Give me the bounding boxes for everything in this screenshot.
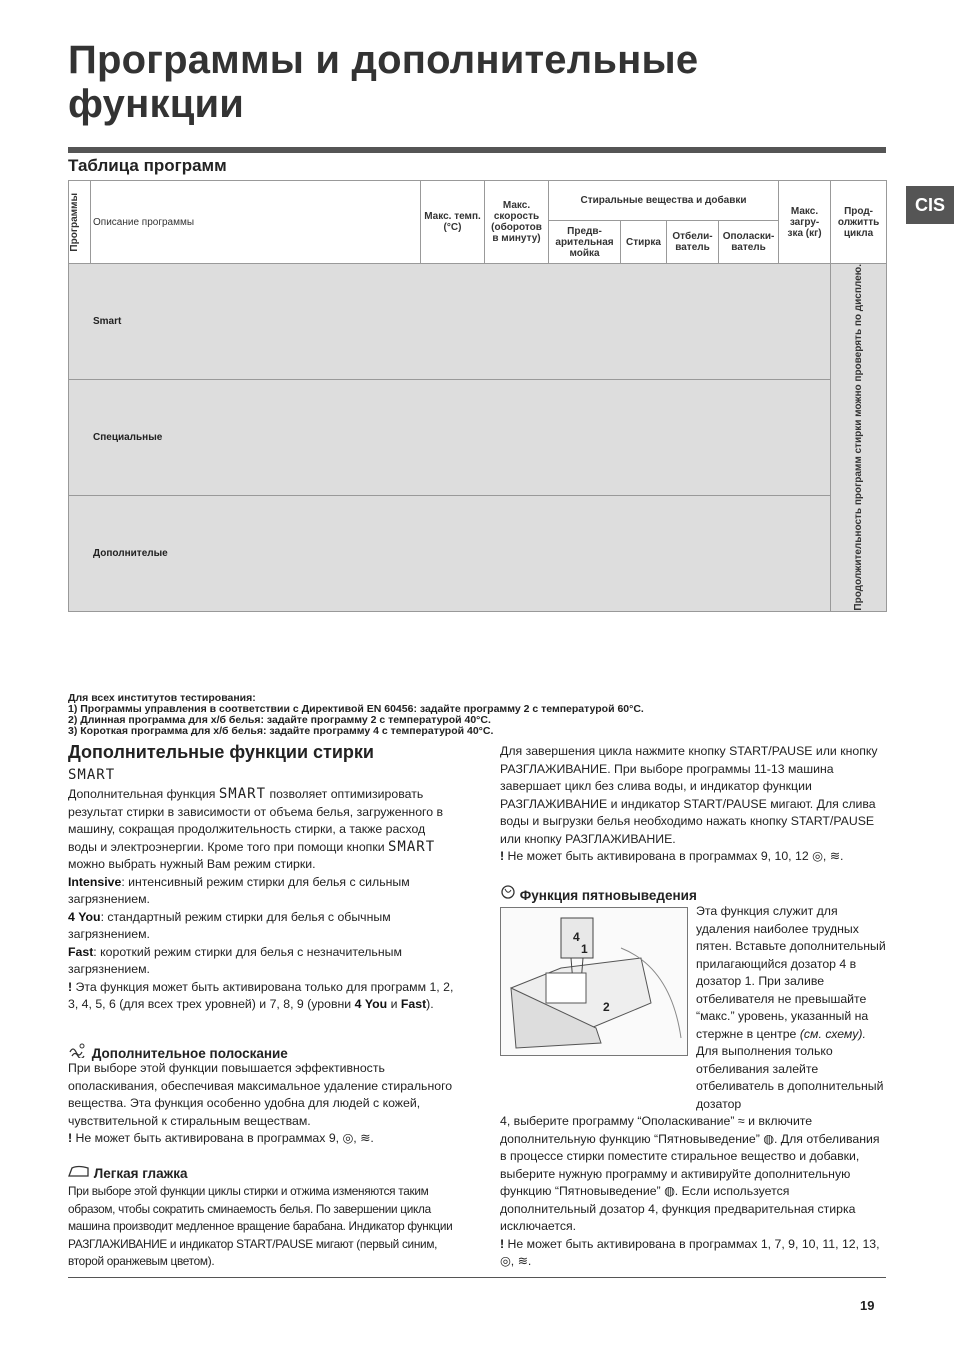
section-label: Специальные bbox=[69, 379, 831, 495]
stain-icon: ◍ bbox=[763, 1131, 774, 1146]
rinse-icon: ≈ bbox=[737, 1114, 745, 1128]
diagram-label-1: 1 bbox=[581, 942, 588, 956]
stain-icon bbox=[500, 888, 520, 903]
header-speed: Макс. скорость (оборотов в минуту) bbox=[485, 181, 549, 264]
stain-icon: ◍ bbox=[664, 1184, 675, 1198]
finish-cycle-text: Для завершения цикла нажмите кнопку START/PAUSE или кнопку РАЗГЛАЖИВАНИЕ. При выборе программы 11-13 машина завершает цикл без слива воды, и индикатор функции РАЗГЛАЖИВАНИЕ и индикатор START/PAUSE мигают. Для слива воды и выгрузки белья необходимо нажать кнопку START/PAUSE или кнопку РАЗГЛАЖИВАНИЕ. ! Не может быть активирована в программах 9, 10, 12 ◎, ≋. bbox=[500, 744, 878, 863]
header-detergents: Стиральные вещества и добавки bbox=[549, 181, 779, 221]
testing-note: 1) Программы управления в соответствии с Директивой EN 60456: задайте программу 2 с температурой 60°C. bbox=[68, 703, 644, 715]
smart-logo-inline: SMART bbox=[388, 838, 436, 855]
stain-removal-heading: Функция пятновыведения bbox=[500, 884, 697, 903]
table-title: Таблица программ bbox=[68, 156, 227, 175]
diagram-label-4: 4 bbox=[573, 930, 580, 944]
header-softener: Ополаски- ватель bbox=[719, 221, 779, 264]
smart-logo: SMART bbox=[68, 767, 116, 783]
header-duration: Прод- олжитть цикла bbox=[831, 181, 887, 264]
header-description: Описание программы bbox=[91, 181, 421, 264]
table-section-row bbox=[69, 495, 887, 611]
iron-icon bbox=[68, 1166, 94, 1181]
drain-icon: ≋ bbox=[829, 849, 840, 863]
spin-icon: ◎ bbox=[342, 1131, 354, 1145]
header-load: Макс. загру- зка (кг) bbox=[779, 181, 831, 264]
extra-rinse-heading: Дополнительное полоскание bbox=[68, 1042, 288, 1061]
extra-rinse-text: При выборе этой функции повышается эффективность ополаскивания, обеспечивая максимальное удаление стирального вещества. Эта функция особенно удобна для людей с кожей, чувствительной к стиральным веществам. ! Не может быть активирована в программах 9, ◎, ≋. bbox=[68, 1061, 453, 1145]
testing-note: 3) Короткая программа для х/б белья: задайте программу 4 с температурой 40°C. bbox=[68, 725, 494, 737]
diagram-label-2: 2 bbox=[603, 1000, 610, 1014]
title-rule bbox=[68, 147, 886, 153]
easy-iron-text: При выборе этой функции циклы стирки и отжима изменяются таким образом, чтобы сократить сминаемость белья. По завершении цикла машина производит медленное вращение барабана. Индикатор функции РАЗГЛАЖИВАНИЕ и индикатор START/PAUSE мигают (первый синим, второй оранжевым цветом). bbox=[68, 1184, 453, 1268]
stain-removal-text-1: Эта функция служит для удаления наиболее трудных пятен. Вставьте дополнительный прилагающийся дозатор 4 в дозатор 1. При заливе отбеливателя не превышайте “макс.” уровень, указанный на стержне в центре (см. схему). Для выполнения только отбеливания залейте отбеливатель в дополнительный дозатор bbox=[696, 904, 886, 1111]
easy-iron-heading: Легкая глажка bbox=[68, 1164, 187, 1181]
language-tab: CIS bbox=[906, 186, 954, 224]
dispenser-diagram bbox=[500, 907, 688, 1056]
drain-icon: ≋ bbox=[517, 1254, 528, 1268]
header-wash: Стирка bbox=[621, 221, 667, 264]
smart-description: Дополнительная функция SMART позволяет оптимизировать результат стирки в зависимости от объема белья, загруженного в машину, сокращая продолжительность стирки, а также расход воды и электроэнергии. Кроме того при помощи кнопки SMART можно выбрать нужный Вам режим стирки. Intensive: интенсивный режим стирки для белья с сильным загрязнением. 4 You: стандартный режим стирки для белья с обычным загрязнением. Fast: короткий режим стирки для белья с незначительным загрязнением. ! Эта функция может быть активирована только для программ 1, 2, 3, 4, 5, 6 (для всех трех уровней) и 7, 8, 9 (уровни 4 You и Fast). bbox=[68, 786, 454, 1011]
spin-icon: ◎ bbox=[812, 849, 823, 863]
testing-notes bbox=[68, 693, 644, 737]
header-programs: Программы bbox=[69, 181, 91, 264]
table-section-row bbox=[69, 264, 887, 380]
duration-note: Продолжительность программ стирки можно проверять по дисплею. bbox=[831, 264, 887, 612]
header-prewash: Предв- арительная мойка bbox=[549, 221, 621, 264]
table-section-row bbox=[69, 379, 887, 495]
header-temp: Макс. темп. (°C) bbox=[421, 181, 485, 264]
testing-note: Для всех институтов тестирования: bbox=[68, 692, 256, 704]
header-bleach: Отбели- ватель bbox=[667, 221, 719, 264]
stain-removal-text-2: 4, выберите программу “Ополаскивание” ≈ и включите дополнительную функцию “Пятновыведение” ◍. Для отбеливания в процессе стирки поместите стиральное вещество и добавки, выберите нужную программу и активируйте дополнительную функцию “Пятновыведение” ◍. Если используется дополнительный дозатор 4, функция предварительная стирка исключается. ! Не может быть активирована в программах 1, 7, 9, 10, 11, 12, 13, ◎, ≋. bbox=[500, 1114, 880, 1268]
title-line-2: функции bbox=[68, 82, 245, 126]
title-line-1: Программы и дополнительные bbox=[68, 38, 699, 82]
page-title bbox=[68, 38, 698, 126]
section-label: Дополнителые bbox=[69, 495, 831, 611]
drain-icon: ≋ bbox=[360, 1131, 371, 1145]
spin-icon: ◎ bbox=[500, 1254, 511, 1268]
smart-logo-inline: SMART bbox=[218, 786, 267, 802]
programs-table bbox=[68, 180, 887, 612]
footer-rule bbox=[68, 1277, 886, 1278]
page-number: 19 bbox=[860, 1298, 875, 1313]
section-label: Smart bbox=[69, 264, 831, 380]
extra-functions-heading: Дополнительные функции стирки bbox=[68, 742, 374, 762]
testing-note: 2) Длинная программа для х/б белья: задайте программу 2 с температурой 40°C. bbox=[68, 714, 491, 726]
rinse-icon bbox=[68, 1046, 92, 1061]
